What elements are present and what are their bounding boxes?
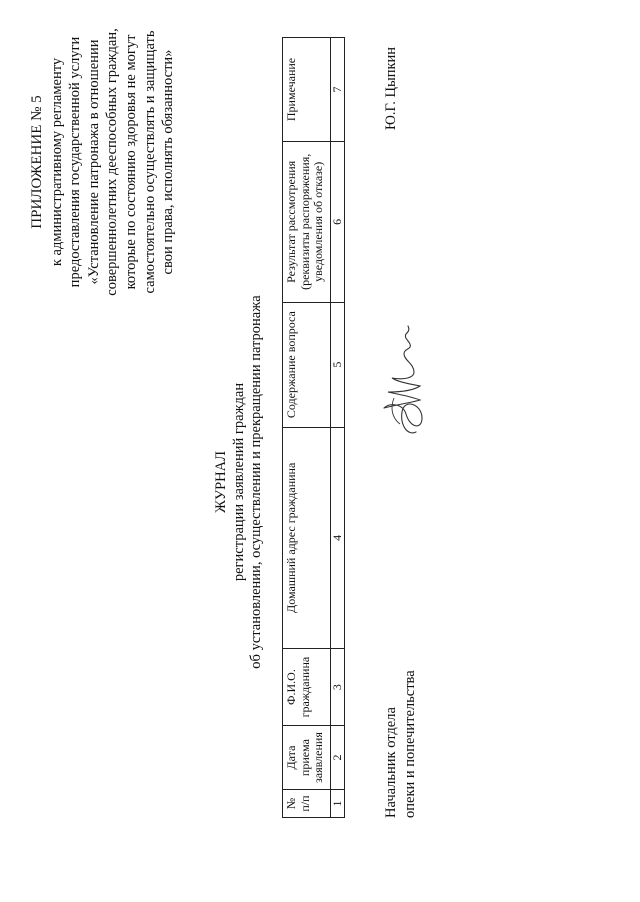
- column-number: 4: [331, 427, 345, 649]
- appendix-line: самостоятельно осуществлять и защищать: [141, 30, 158, 294]
- registration-table: [282, 37, 345, 818]
- journal-subtitle-line2: об установлении, осуществлении и прекращении патронажа: [248, 295, 264, 669]
- column-header-question: Содержание вопроса: [283, 302, 331, 427]
- column-number: 3: [331, 649, 345, 726]
- appendix-line: к административному регламенту: [48, 57, 65, 267]
- column-header-address: Домашний адрес гражданина: [283, 427, 331, 649]
- column-header-result: Результат рассмотрения (реквизиты распоряжения, уведомления об отказе): [283, 141, 331, 302]
- appendix-line: предоставления государственной услуги: [67, 36, 84, 288]
- column-number: 2: [331, 726, 345, 790]
- signatory-position-line1: Начальник отдела: [383, 707, 399, 818]
- signature-block: [378, 37, 418, 818]
- column-number: 1: [331, 790, 345, 818]
- signatory-position-line2: опеки и попечительства: [401, 670, 418, 818]
- handwritten-signature: [370, 308, 432, 438]
- signatory-name: Ю.Г. Цыпкин: [383, 46, 399, 130]
- appendix-block: [28, 0, 178, 327]
- column-number: 6: [331, 141, 345, 302]
- appendix-line: свои права, исполнять обязанности»: [160, 49, 177, 275]
- column-number: 7: [331, 38, 345, 142]
- column-header-number: № п/п: [283, 790, 331, 818]
- journal-subtitle-line1: регистрации заявлений граждан: [230, 382, 247, 582]
- column-header-name: Ф.И.О. гражданина: [283, 649, 331, 726]
- column-number: 5: [331, 302, 345, 427]
- appendix-heading: ПРИЛОЖЕНИЕ № 5: [29, 95, 45, 229]
- appendix-line: совершеннолетних дееспособных граждан,: [104, 28, 121, 296]
- appendix-line: «Установление патронажа в отношении: [85, 39, 102, 285]
- journal-title: ЖУРНАЛ: [213, 451, 229, 513]
- column-header-date: Дата приема заявления: [283, 726, 331, 790]
- signatory-position: [382, 670, 419, 818]
- table-row: [331, 38, 345, 818]
- column-header-note: Примечание: [283, 38, 331, 142]
- appendix-line: которые по состоянию здоровья не могут: [122, 34, 139, 290]
- journal-title-block: [213, 162, 266, 802]
- table-header-row: [283, 38, 331, 818]
